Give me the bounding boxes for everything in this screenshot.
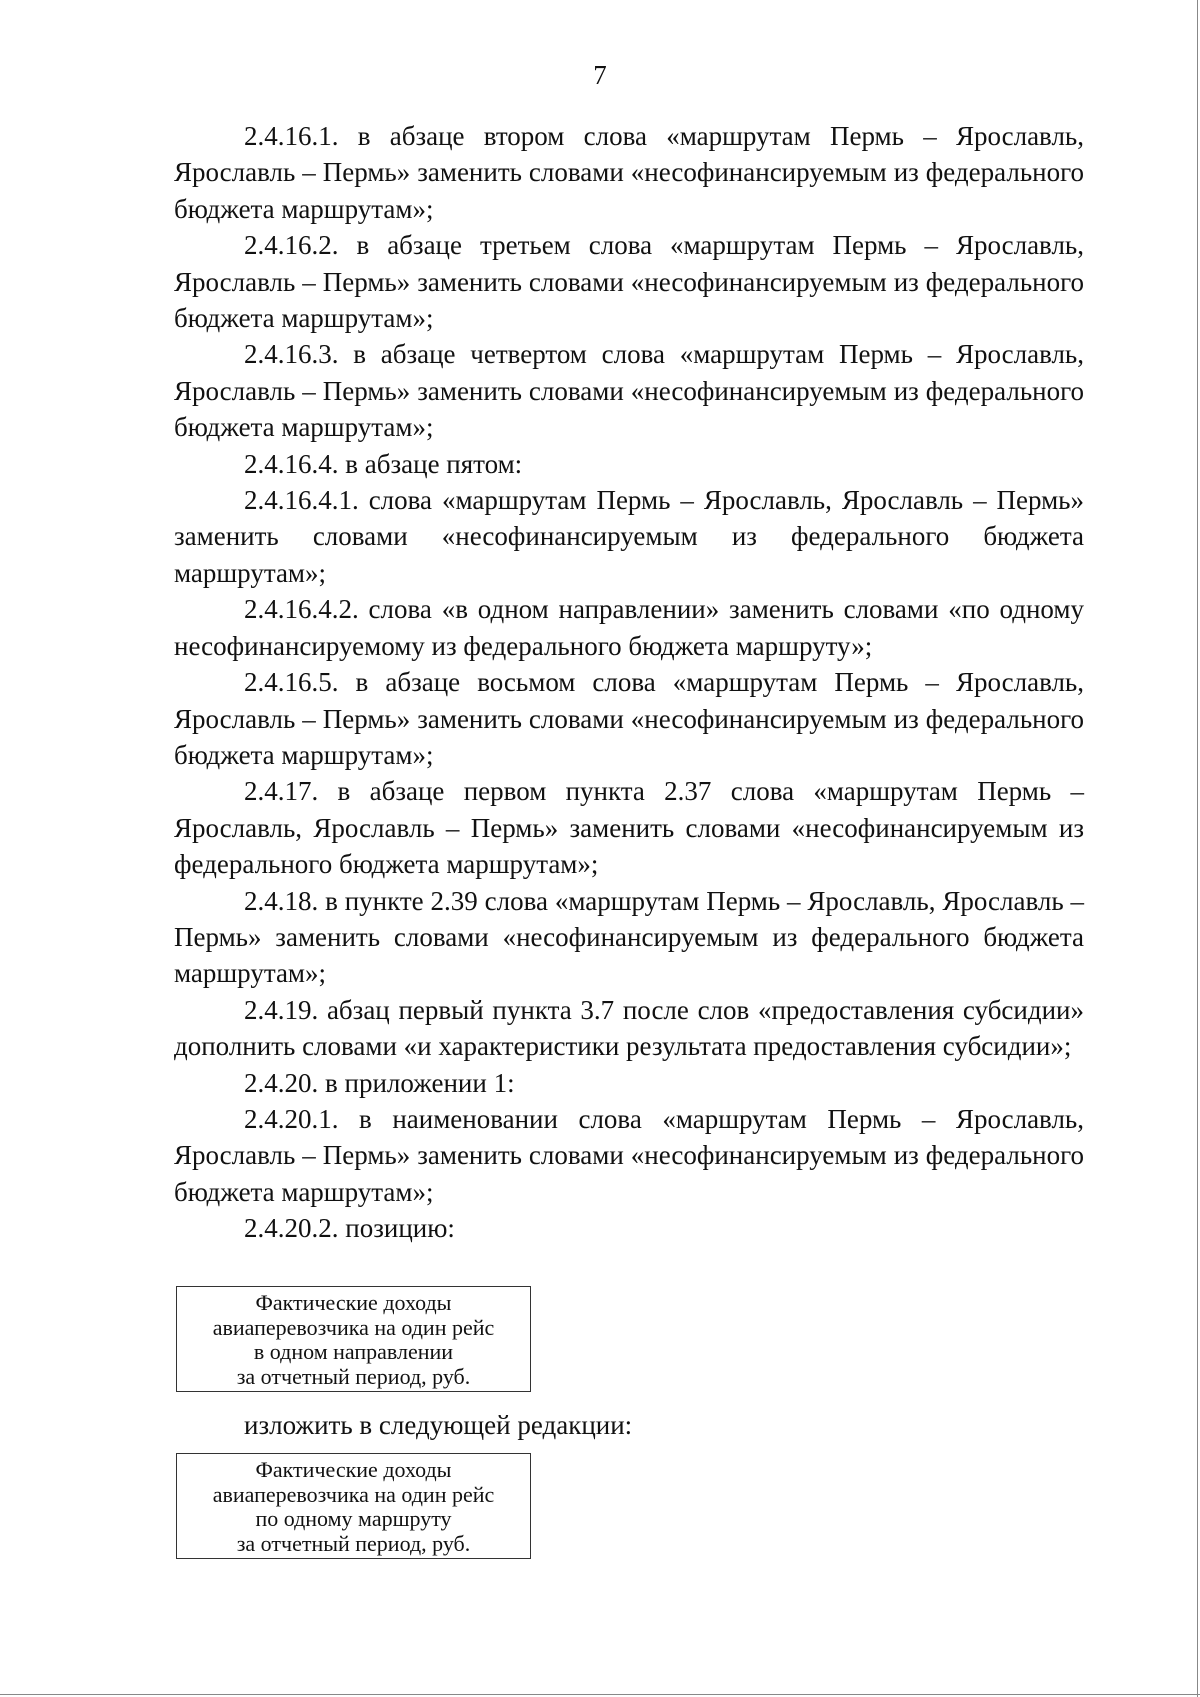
document-body [174,118,1084,1247]
paragraph-2-4-16-4-2: 2.4.16.4.2. слова «в одном направлении» заменить словами «по одному несофинансируемому из федерального бюджета маршруту»; [174,594,1084,661]
paragraph-2-4-17: 2.4.17. в абзаце первом пункта 2.37 слова «маршрутам Пермь – Ярославль, Ярославль – Пермь» заменить словами «несофинансируемым из федерального бюджета маршрутам»; [174,776,1084,880]
table-old-line: Фактические доходы [255,1290,452,1315]
table-old-line: за отчетный период, руб. [236,1363,471,1389]
table-old-line: авиаперевозчика на один рейс [212,1314,495,1340]
page-number: 7 [593,60,607,90]
paragraph-2-4-16-2: 2.4.16.2. в абзаце третьем слова «маршрутам Пермь – Ярославль, Ярославль – Пермь» заменить словами «несофинансируемым из федерального бюджета маршрутам»; [174,230,1084,334]
paragraph-2-4-16-4-1: 2.4.16.4.1. слова «маршрутам Пермь – Ярославль, Ярославль – Пермь» заменить словами «несофинансируемым из федерального бюджета маршрутам»; [174,485,1084,588]
paragraph-2-4-18: 2.4.18. в пункте 2.39 слова «маршрутам Пермь – Ярославль, Ярославль – Пермь» заменить словами «несофинансируемым из федерального бюджета маршрутам»; [174,885,1084,989]
paragraph-2-4-19: 2.4.19. абзац первый пункта 3.7 после слов «предоставления субсидии» дополнить словами «и характеристики результата предоставления субсидии»; [174,994,1084,1062]
paragraph-2-4-16-4: 2.4.16.4. в абзаце пятом: [244,448,523,479]
table-new-line: Фактические доходы [255,1457,452,1482]
paragraph-2-4-16-3: 2.4.16.3. в абзаце четвертом слова «маршрутам Пермь – Ярославль, Ярославль – Пермь» заменить словами «несофинансируемым из федерального бюджета маршрутам»; [174,339,1084,443]
scan-border-right [1197,0,1199,1697]
paragraph-2-4-20-1: 2.4.20.1. в наименовании слова «маршрутам Пермь – Ярославль, Ярославль – Пермь» заменить словами «несофинансируемым из федерального бюджета маршрутам»; [174,1103,1084,1207]
table-new-line: по одному маршруту [255,1506,452,1531]
table-new-line: за отчетный период, руб. [236,1530,471,1556]
paragraph-2-4-16-1: 2.4.16.1. в абзаце втором слова «маршрутам Пермь – Ярославль, Ярославль – Пермь» заменить словами «несофинансируемым из федерального бюджета маршрутам»; [174,121,1084,224]
table-new-line: авиаперевозчика на один рейс [212,1481,495,1507]
table-old-line: в одном направлении [253,1339,454,1364]
table-cell-new-position [176,1453,531,1559]
paragraph-2-4-20-2: 2.4.20.2. позицию: [244,1213,455,1244]
table-cell-old-position [176,1286,531,1392]
transition-text: изложить в следующей редакции: [244,1410,633,1440]
scan-border-bottom [0,1694,1200,1696]
paragraph-2-4-16-5: 2.4.16.5. в абзаце восьмом слова «маршрутам Пермь – Ярославль, Ярославль – Пермь» заменить словами «несофинансируемым из федерального бюджета маршрутам»; [174,667,1084,770]
paragraph-2-4-20: 2.4.20. в приложении 1: [244,1067,515,1098]
